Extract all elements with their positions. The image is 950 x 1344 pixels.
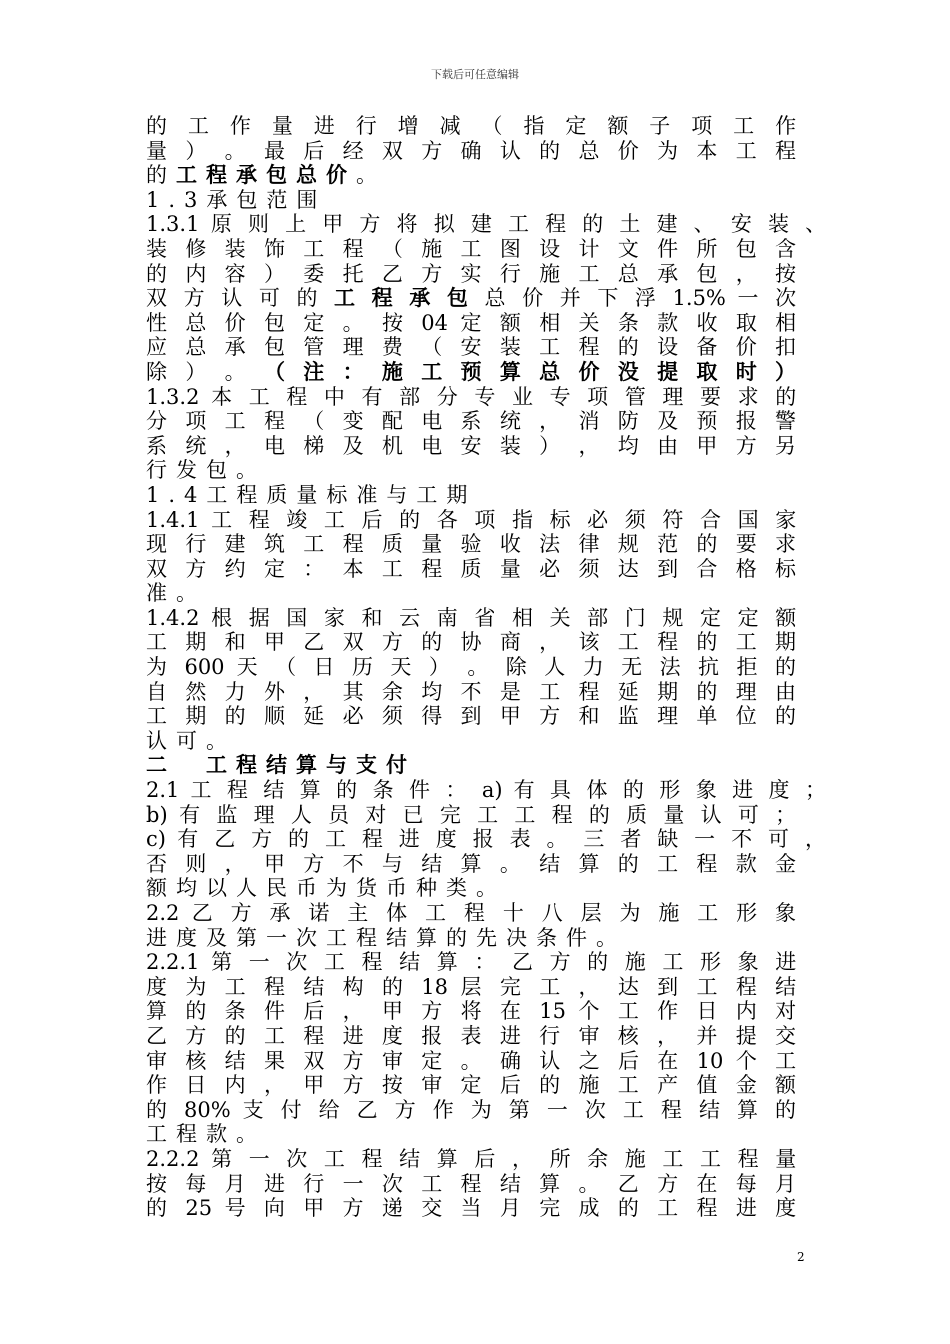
page-number: 2	[797, 1250, 805, 1264]
text-line: 分 项 工 程 （ 变 配 电 系 统 ， 消 防 及 预 报 警	[146, 409, 796, 434]
text-line: 的工程承包总价。	[146, 162, 386, 188]
text-line: 双 方 约 定 ： 本 工 程 质 量 必 须 达 到 合 格 标	[146, 556, 796, 581]
text-line: 1.4.1 工 程 竣 工 后 的 各 项 指 标 必 须 符 合 国 家	[146, 507, 797, 532]
text-line: 工 期 和 甲 乙 双 方 的 协 商 ， 该 工 程 的 工 期	[146, 630, 796, 655]
text-line: 1.3承包范围	[146, 187, 327, 212]
text-line: 工程款。	[146, 1122, 266, 1147]
text-line: 额均以人民币为货币种类。	[146, 876, 506, 901]
text-line: 2.2.1 第 一 次 工 程 结 算 ： 乙 方 的 施 工 形 象 进	[146, 950, 797, 975]
text-line: 性 总 价 包 定 。 按 04 定 额 相 关 条 款 收 取 相	[146, 310, 797, 335]
text-line: 自 然 力 外 ， 其 余 均 不 是 工 程 延 期 的 理 由	[146, 679, 796, 704]
text-line: 1.4.2 根 据 国 家 和 云 南 省 相 关 部 门 规 定 定 额	[146, 605, 797, 630]
text-line: 二 工程结算与支付	[146, 752, 416, 778]
text-line: 行发包。	[146, 458, 266, 483]
text-line: 为 600 天 （ 日 历 天 ） 。 除 人 力 无 法 抗 拒 的	[146, 655, 796, 680]
text-line: 认可。	[146, 728, 236, 753]
text-line: 算 的 条 件 后 ， 甲 方 将 在 15 个 工 作 日 内 对	[146, 999, 797, 1024]
text-line: b) 有 监 理 人 员 对 已 完 工 工 程 的 质 量 认 可 ；	[146, 802, 797, 827]
text-line: 应 总 承 包 管 理 费 （ 安 装 工 程 的 设 备 价 扣	[146, 335, 796, 360]
text-line: 审 核 结 果 双 方 审 定 。 确 认 之 后 在 10 个 工	[146, 1048, 797, 1073]
text-line: 现 行 建 筑 工 程 质 量 验 收 法 律 规 范 的 要 求	[146, 532, 796, 557]
text-line: 1.3.2 本 工 程 中 有 部 分 专 业 专 项 管 理 要 求 的	[146, 384, 797, 409]
text-line: 的 内 容 ） 委 托 乙 方 实 行 施 工 总 承 包 ， 按	[146, 261, 796, 286]
text-line: 作 日 内 ， 甲 方 按 审 定 后 的 施 工 产 值 金 额	[146, 1073, 796, 1098]
text-line: 2.1 工 程 结 算 的 条 件 ： a) 有 具 体 的 形 象 进 度 ；	[146, 778, 826, 803]
text-line: 按 每 月 进 行 一 次 工 程 结 算 。 乙 方 在 每 月	[146, 1171, 796, 1196]
text-line: 准。	[146, 581, 206, 606]
text-line: 双 方 认 可 的 工 程 承 包 总 价 并 下 浮 1.5% 一 次	[146, 285, 797, 311]
text-line: 度 为 工 程 结 构 的 18 层 完 工 ， 达 到 工 程 结	[146, 974, 797, 999]
text-line: 否 则 ， 甲 方 不 与 结 算 。 结 算 的 工 程 款 金	[146, 851, 796, 876]
text-line: 的 工 作 量 进 行 增 减 （ 指 定 额 子 项 工 作	[146, 114, 797, 138]
text-line: 1.3.1 原 则 上 甲 方 将 拟 建 工 程 的 土 建 、 安 装 、	[146, 212, 827, 237]
text-line: 2.2 乙 方 承 诺 主 体 工 程 十 八 层 为 施 工 形 象	[146, 901, 797, 925]
text-line: 装 修 装 饰 工 程 （ 施 工 图 设 计 文 件 所 包 含	[146, 236, 796, 261]
text-line: 2.2.2 第 一 次 工 程 结 算 后 ， 所 余 施 工 工 程 量	[146, 1146, 797, 1171]
text-line: 量 ） 。 最 后 经 双 方 确 认 的 总 价 为 本 工 程	[146, 138, 796, 163]
page-header: 下载后可任意编辑	[431, 68, 519, 81]
text-line: 工 期 的 顺 延 必 须 得 到 甲 方 和 监 理 单 位 的	[146, 704, 796, 729]
text-line: c) 有 乙 方 的 工 程 进 度 报 表 。 三 者 缺 一 不 可 ，	[146, 827, 826, 852]
document-body	[146, 114, 827, 1221]
text-line: 进度及第一次工程结算的先决条件。	[146, 925, 626, 950]
text-line: 的 25 号 向 甲 方 递 交 当 月 完 成 的 工 程 进 度	[146, 1196, 797, 1221]
text-line: 系 统 ， 电 梯 及 机 电 安 装 ） ， 均 由 甲 方 另	[146, 433, 796, 458]
text-line: 1.4工程质量标准与工期	[146, 482, 477, 507]
text-line: 的 80% 支 付 给 乙 方 作 为 第 一 次 工 程 结 算 的	[146, 1097, 797, 1122]
text-line: 除 ） 。 （ 注 ： 施 工 预 算 总 价 没 提 取 时 ）	[146, 358, 796, 384]
text-line: 乙 方 的 工 程 进 度 报 表 进 行 审 核 ， 并 提 交	[146, 1023, 796, 1048]
